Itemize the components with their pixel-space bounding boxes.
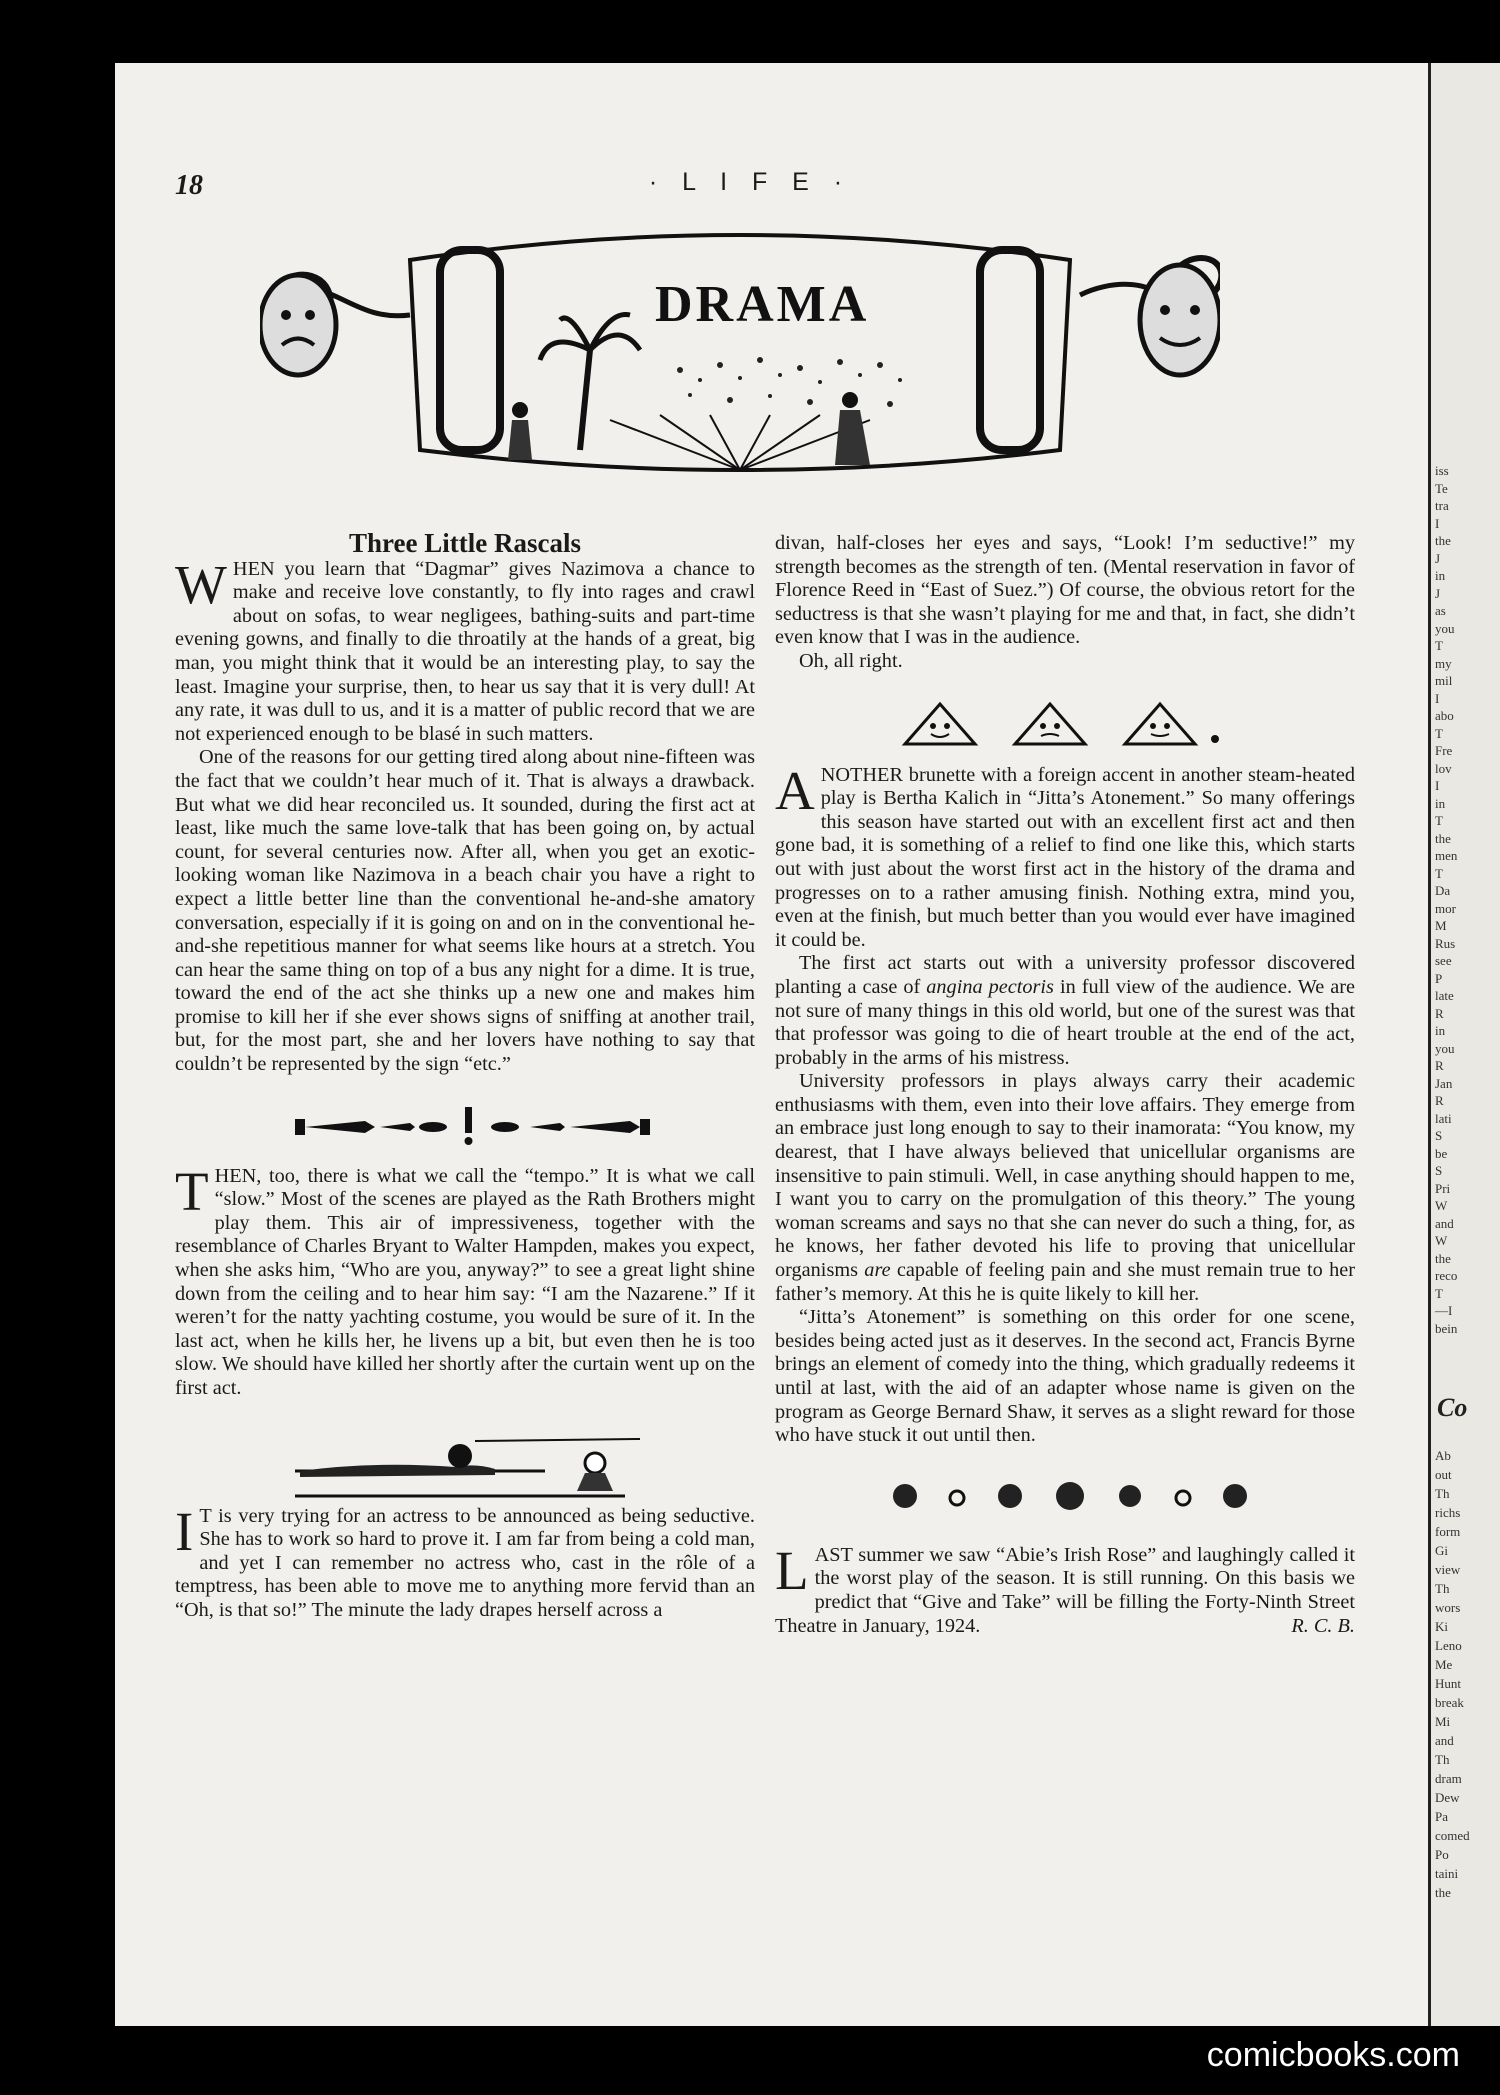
adjacent-page-fragment: as: [1435, 603, 1446, 618]
adjacent-page-fragment: Leno: [1435, 1638, 1462, 1653]
adjacent-page-fragment: J: [1435, 550, 1441, 566]
adjacent-page-fragment: richs: [1435, 1505, 1461, 1520]
drop-cap: I: [175, 1500, 194, 1562]
adjacent-page-fragment: mor: [1435, 900, 1456, 916]
adjacent-page-fragment: Pa: [1435, 1809, 1448, 1824]
adjacent-page-fragment: break: [1435, 1695, 1464, 1710]
banner-artwork: [260, 220, 1220, 495]
adjacent-page-fragment: Po: [1435, 1847, 1449, 1862]
paragraph: Oh, all right.: [799, 649, 903, 672]
adjacent-page-fragment: iss: [1435, 463, 1449, 478]
drop-cap: L: [775, 1539, 809, 1601]
adjacent-page-fragment: Th: [1435, 1581, 1450, 1596]
paragraph: “Jitta’s Atonement” is something on this order for one scene, besides being acted just as it deserves. In the second act, Francis Byrne brings an element of comedy into the thing, which gradually redeems it until at last, with the aid of an adapter whose name is given on the program as George Bernard Shaw, it serves as a slight reward for those who have stuck it out until then.: [775, 1306, 1355, 1447]
drop-cap: A: [775, 759, 815, 821]
dagger-divider-icon: [175, 1077, 755, 1165]
drop-cap: W: [175, 553, 227, 615]
triangle-faces-icon: [775, 674, 1355, 764]
adjacent-page-fragment: in: [1435, 795, 1446, 811]
adjacent-page-fragment: you: [1435, 1040, 1455, 1056]
adjacent-page-fragment: late: [1435, 988, 1454, 1003]
adjacent-page-fragment: lov: [1435, 760, 1452, 776]
adjacent-page-fragment: Da: [1435, 883, 1451, 898]
beads-ornament: [775, 1448, 1355, 1544]
adjacent-page-fragment: R: [1435, 1005, 1444, 1021]
adjacent-page-fragment: I: [1435, 690, 1440, 706]
adjacent-page-fragment: T: [1435, 813, 1443, 828]
adjacent-page-fragment: I: [1435, 778, 1440, 793]
adjacent-page-fragment: T: [1435, 1285, 1443, 1301]
adjacent-page-fragment: form: [1435, 1524, 1461, 1539]
adjacent-page-fragment: mil: [1435, 673, 1453, 688]
paragraph: ANOTHER brunette with a foreign accent in another steam-heated play is Bertha Kalich in “Jitta’s Atonement.” So many offerings this season have started out with an excellent first act and then gone bad, it is something of a relief to find one like this, which starts out with just about the worst first act in the history of the drama and progresses on to a rather amusing finish. Nothing extra, mind you, even at the finish, but much better than you would ever have imagined it could be.: [775, 759, 1355, 951]
triangles-ornament: [775, 674, 1355, 764]
adjacent-page-fragment: the: [1435, 1885, 1451, 1900]
adjacent-page-edge: [1428, 63, 1500, 2026]
paragraph: University professors in plays always carry their academic enthusiasms with them, even into their love affairs. They emerge from an embrace just long enough to say to their inamorata: “You know, my dearest, that I have always believed that unicellular organisms are insensitive to pain stimuli. Well, in case anything should happen to me, I want you to carry on the promulgation of this theory.” The young woman screams and says no that she can never do such a thing, for, as he knows, her father devoted his life to proving that unicellular organisms are capable of feeling pain and she must remain true to her father’s memory. At this he is quite likely to kill her.: [775, 1070, 1356, 1305]
adjacent-page-fragment: the: [1435, 533, 1451, 548]
adjacent-page-fragment: T: [1435, 725, 1443, 741]
adjacent-page-fragment: comed: [1435, 1828, 1470, 1843]
adjacent-page-fragment: the: [1435, 830, 1451, 846]
paragraph: WHEN you learn that “Dagmar” gives Nazimova a chance to make and receive love constantly, to fly into rages and crawl about on sofas, to wear negligees, bathing-suits and part-time evening gowns, and finally to die throatily at the hands of a great, big man, you might think that it would be an interesting play, to say the least. Imagine your surprise, then, to hear us say that it is very dull! At any rate, it was dull to us, and it is a matter of public record that we are not experienced enough to be blasé in such matters.: [175, 553, 755, 745]
adjacent-page-fragment: Mi: [1435, 1714, 1451, 1729]
dagger-ornament: [175, 1077, 755, 1165]
adjacent-page-fragment: be: [1435, 1145, 1448, 1161]
adjacent-page-fragment: and: [1435, 1215, 1454, 1231]
adjacent-page-fragment: Ki: [1435, 1619, 1448, 1634]
adjacent-page-fragment: T: [1435, 865, 1443, 881]
adjacent-page-fragment: my: [1435, 655, 1452, 671]
adjacent-page-fragment: Hunt: [1435, 1676, 1461, 1691]
adjacent-page-fragment: I: [1435, 515, 1440, 531]
drama-banner-illustration: [260, 220, 1220, 495]
adjacent-page-fragment: W: [1435, 1198, 1448, 1213]
adjacent-page-fragment: T: [1435, 638, 1443, 653]
adjacent-page-fragment: Ab: [1435, 1448, 1451, 1463]
article-column-right: [775, 532, 1355, 1638]
adjacent-page-fragment: Pri: [1435, 1180, 1451, 1196]
author-signature: R. C. B.: [1291, 1614, 1355, 1637]
adjacent-page-fragment: dram: [1435, 1771, 1462, 1786]
adjacent-page-fragment: in: [1435, 1023, 1446, 1038]
adjacent-page-fragment: Me: [1435, 1657, 1453, 1672]
adjacent-page-fragment: see: [1435, 953, 1452, 968]
paragraph: One of the reasons for our getting tired along about nine-fifteen was the fact that we couldn’t hear much of it. That is always a drawback. But what we did hear reconciled us. It sounded, during the first act at least, like much the same love-talk that has been going on, by actual count, for several centuries now. After all, when you get an exotic-looking woman like Nazimova in a beach chair you have a right to expect a little better line than the conventional he-and-she amatory conversation, especially if it is going on and on in the conventional he-and-she repetitious manner for what seems like hours at a stretch. You can hear the same thing on top of a bus any night for a dime. It is true, toward the end of the act she thinks up a new one and makes him promise to kill her if she ever shows signs of sniffing at another trail, but, for the most part, she and her lovers have nothing to say that couldn’t be represented by the sign “etc.”: [175, 746, 755, 1076]
adjacent-page-fragment: the: [1435, 1250, 1451, 1266]
adjacent-page-fragment: men: [1435, 848, 1458, 863]
reclining-figures-icon: [175, 1401, 755, 1505]
adjacent-page-fragment: you: [1435, 620, 1455, 636]
adjacent-page-fragment: Jan: [1435, 1075, 1453, 1091]
adjacent-page-fragment: Rus: [1435, 935, 1456, 951]
adjacent-page-fragment: Dew: [1435, 1790, 1460, 1805]
adjacent-page-fragment: R: [1435, 1093, 1444, 1108]
adjacent-page-fragment: Th: [1435, 1752, 1450, 1767]
drop-cap: T: [175, 1160, 209, 1222]
article-title: Three Little Rascals: [349, 528, 581, 558]
masthead: · L I F E ·: [648, 168, 852, 196]
adjacent-page-fragment: —I: [1435, 1303, 1453, 1318]
adjacent-page-fragment: S: [1435, 1163, 1443, 1178]
adjacent-page-fragment: S: [1435, 1128, 1443, 1143]
paragraph: I T is very trying for an actress to be announced as being seductive. She has to work so hard to prove it. I am far from being a cold man, and yet I can remember no actress who, cast in the rôle of a temptress, has been able to move me to anything more fervid than an “Oh, is that so!” The minute the lady drapes herself across a: [175, 1500, 755, 1621]
adjacent-page-fragment: reco: [1435, 1268, 1458, 1283]
adjacent-page-fragment: M: [1435, 918, 1447, 933]
adjacent-page-fragment: Th: [1435, 1486, 1450, 1501]
adjacent-page-fragment: taini: [1435, 1866, 1459, 1881]
adjacent-page-fragment: lati: [1435, 1110, 1452, 1126]
adjacent-page-fragment: P: [1435, 970, 1443, 986]
adjacent-page-fragment: Gi: [1435, 1543, 1448, 1558]
article-column-left: [175, 528, 755, 1623]
adjacent-page-fragment: Fre: [1435, 743, 1453, 758]
adjacent-page-fragment: J: [1435, 585, 1441, 601]
bead-divider-icon: [775, 1448, 1355, 1544]
adjacent-page-heading: Co: [1437, 1393, 1468, 1422]
adjacent-page-fragment: R: [1435, 1058, 1444, 1073]
page-number: 18: [175, 170, 203, 201]
adjacent-page-fragment: view: [1435, 1562, 1461, 1577]
reclining-figures-ornament: [175, 1401, 755, 1505]
drama-title: DRAMA: [655, 276, 870, 333]
adjacent-page-fragment: out: [1435, 1467, 1452, 1482]
adjacent-page-fragment: abo: [1435, 708, 1454, 723]
adjacent-page-fragment: in: [1435, 568, 1446, 583]
adjacent-page-fragment: tra: [1435, 498, 1449, 513]
adjacent-page-fragment: bein: [1435, 1320, 1458, 1336]
adjacent-page-fragment: Te: [1435, 480, 1448, 496]
paragraph: divan, half-closes her eyes and says, “Look! I’m seductive!” my strength becomes as the strength of ten. (Mental reservation in favor of Florence Reed in “East of Suez.”) Of course, the obvious retort for the seductress is that she wasn’t playing for me and that, in fact, she didn’t even know that I was in the audience.: [775, 532, 1355, 649]
adjacent-page-fragment: and: [1435, 1733, 1454, 1748]
paragraph: The first act starts out with a university professor discovered planting a case of angina pectoris in full view of the audience. We are not sure of many things in this old world, but one of the surest was that that professor was going to die of heart trouble at the end of the act, probably in the arms of his mistress.: [775, 952, 1356, 1069]
adjacent-page-fragment: W: [1435, 1233, 1448, 1248]
adjacent-page-fragment: wors: [1435, 1600, 1461, 1615]
paragraph: THEN, too, there is what we call the “tempo.” It is what we call “slow.” Most of the scenes are played as the Rath Brothers might play them. This air of impressiveness, together with the resemblance of Charles Bryant to Walter Hampden, makes you expect, when she asks him, “Who are you, anyway?” to see a great light shine down from the ceiling and to hear him say: “I am the Nazarene.” If it weren’t for the natty yachting costume, you would be sure of it. In the last act, when he kills her, he livens up a bit, but even then he is too slow. We should have killed her shortly after the curtain went up on the first act.: [175, 1160, 755, 1399]
paragraph: LAST summer we saw “Abie’s Irish Rose” and laughingly called it the worst play of the season. It is still running. On this basis we predict that “Give and Take” will be filling the Forty-Ninth Street Theatre in January, 1924. R. C. B.: [775, 1539, 1355, 1637]
watermark: comicbooks.com: [1206, 2036, 1460, 2074]
